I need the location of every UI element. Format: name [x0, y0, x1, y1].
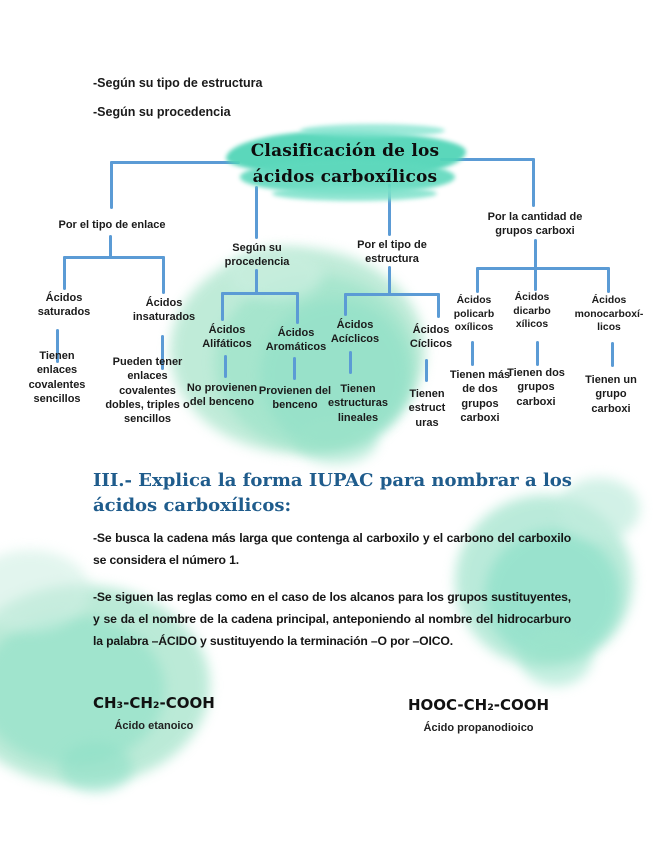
category-label-cantidad: Por la cantidad de grupos carboxi	[487, 211, 583, 238]
chemical-name: Ácido propanodioico	[423, 722, 534, 734]
paragraph-2: -Se siguen las reglas como en el caso de los alcanos para los grupos sustituyentes, y se da el nombre de la cadena principal, anteponiendo al nombre del hidrocarburo la palabra –ÁCIDO y sustituyendo la terminación –O por –OICO.	[93, 589, 571, 648]
node-desc-policarboxilicos: Tienen más de dos grupos carboxi	[449, 369, 511, 424]
diagram-title-line1: Clasificación de los	[250, 141, 440, 161]
connector-line	[255, 269, 258, 294]
watercolor-blob	[295, 418, 377, 464]
node-label-monocarboxilicos: Ácidos monocarboxí- licos	[574, 295, 644, 334]
connector-line	[471, 341, 474, 366]
connector-line	[63, 256, 66, 290]
paragraph-1: -Se busca la cadena más larga que contenga al carboxilo y el carbono del carboxilo se considera el número 1.	[93, 531, 571, 567]
connector-line	[425, 359, 428, 382]
section-heading-line2: ácidos carboxílicos:	[93, 495, 292, 516]
connector-line	[536, 341, 539, 366]
watercolor-blob	[300, 124, 445, 137]
node-desc-saturados: Tienen enlaces covalentes sencillos	[28, 350, 86, 405]
section-body	[93, 528, 571, 668]
node-label-saturados: Ácidos saturados	[37, 292, 91, 319]
connector-line	[162, 256, 165, 294]
node-desc-ciclicos: Tienen estruct uras	[408, 388, 446, 429]
node-desc-insaturados: Pueden tener enlaces covalentes dobles, triples o sencillos	[105, 356, 190, 426]
note-procedencia: -Según su procedencia	[93, 105, 231, 119]
chemical-name: Ácido etanoico	[114, 720, 194, 732]
connector-line	[476, 267, 479, 293]
section-heading-line1: III.- Explica la forma IUPAC para nombrar a los	[93, 470, 572, 491]
connector-line	[607, 267, 610, 293]
connector-line	[110, 161, 240, 164]
connector-line	[110, 161, 113, 209]
node-desc-aromaticos: Provienen del benceno	[258, 385, 332, 412]
node-label-policarboxilicos: Ácidos policarb oxílicos	[453, 295, 495, 334]
connector-line	[534, 239, 537, 270]
connector-line	[344, 293, 347, 316]
node-desc-dicarboxilicos: Tienen dos grupos carboxi	[507, 367, 565, 408]
node-desc-alifaticos: No provienen del benceno	[186, 382, 258, 409]
category-label-enlace: Por el tipo de enlace	[58, 219, 166, 231]
example-propanodioico	[408, 696, 549, 734]
connector-line	[221, 292, 224, 321]
connector-line	[437, 293, 440, 318]
node-desc-aciclicos: Tienen estructuras lineales	[328, 383, 388, 424]
connector-line	[476, 267, 610, 270]
example-etanoico	[93, 694, 215, 732]
node-label-aromaticos: Ácidos Aromáticos	[265, 327, 327, 354]
connector-line	[532, 158, 535, 207]
diagram-title-line2: ácidos carboxílicos	[252, 167, 438, 187]
connector-line	[293, 357, 296, 380]
connector-line	[388, 266, 391, 295]
node-label-aciclicos: Ácidos Acíclicos	[330, 319, 380, 346]
chemical-formula: HOOC-CH₂-COOH	[408, 696, 550, 714]
connector-line	[109, 235, 112, 258]
connector-line	[221, 292, 299, 295]
connector-line	[255, 186, 258, 239]
category-label-estructura: Por el tipo de estructura	[357, 239, 427, 266]
connector-line	[611, 342, 614, 367]
category-label-procedencia: Según su procedencia	[224, 242, 290, 269]
note-tipo-estructura: -Según su tipo de estructura	[93, 76, 263, 90]
section-heading	[93, 468, 583, 518]
connector-line	[224, 355, 227, 378]
connector-line	[63, 256, 165, 259]
connector-line	[534, 267, 537, 291]
connector-line	[344, 293, 440, 296]
connector-line	[349, 351, 352, 374]
node-label-dicarboxilicos: Ácidos dicarbo xílicos	[513, 292, 551, 331]
node-label-insaturados: Ácidos insaturados	[132, 297, 196, 324]
node-label-alifaticos: Ácidos Alifáticos	[202, 324, 252, 351]
node-label-ciclicos: Ácidos Cíclicos	[409, 324, 453, 351]
chemical-formula: CH₃-CH₂-COOH	[93, 694, 215, 712]
node-desc-monocarboxilicos: Tienen un grupo carboxi	[585, 374, 637, 415]
watercolor-blob	[60, 742, 132, 792]
diagram-title	[233, 138, 457, 190]
connector-line	[296, 292, 299, 324]
